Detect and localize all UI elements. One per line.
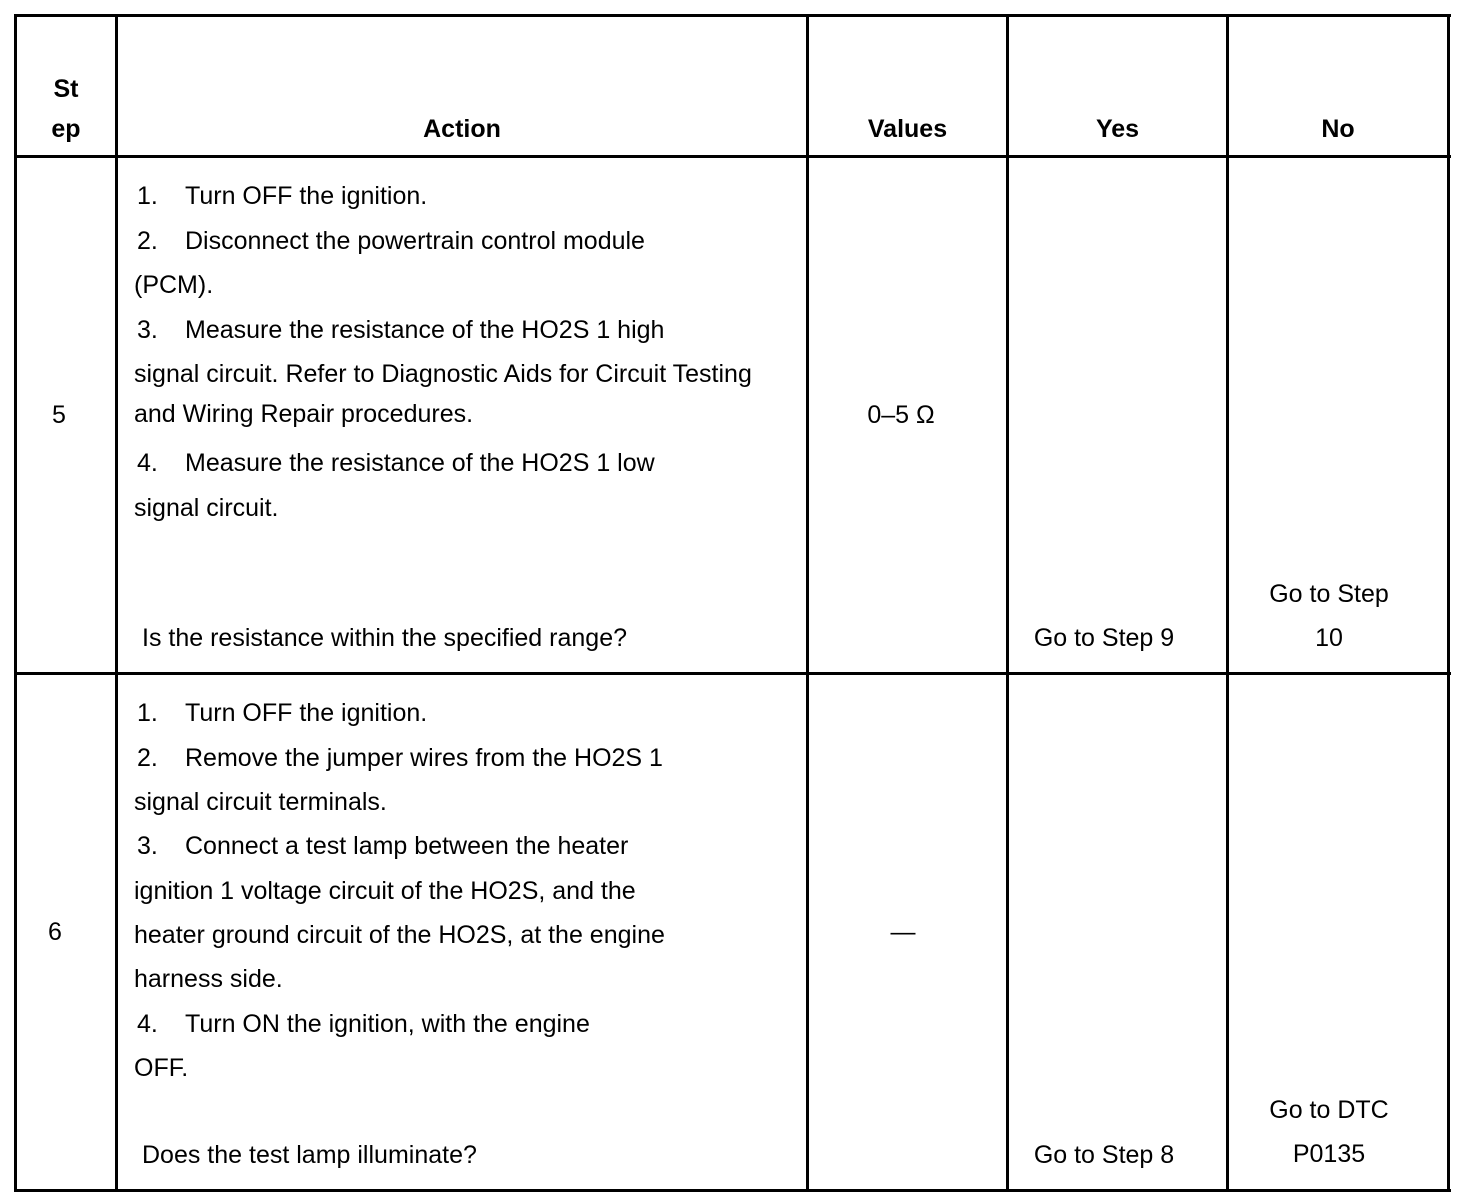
action-item	[137, 315, 664, 345]
action-item-text: Remove the jumper wires from the HO2S 1	[185, 744, 663, 772]
action-item	[137, 448, 655, 478]
table-border-right	[1447, 14, 1450, 1192]
action-item	[137, 698, 427, 728]
header-separator	[14, 155, 1451, 158]
action-item	[137, 1009, 590, 1039]
action-item-text: Disconnect the powertrain control module	[185, 227, 645, 255]
value-cell: —	[890, 918, 916, 946]
action-item-text: Measure the resistance of the HO2S 1 high	[185, 316, 665, 344]
action-item-number: 3.	[137, 316, 158, 344]
action-item	[137, 831, 628, 861]
table-border-left	[14, 14, 17, 1192]
no-result-line-1: Go to Step	[1269, 580, 1389, 608]
value-cell: 0–5 Ω	[867, 401, 935, 429]
column-divider-action	[806, 14, 809, 1192]
action-item	[137, 743, 663, 773]
column-divider-values	[1006, 14, 1009, 1192]
action-question: Does the test lamp illuminate?	[142, 1141, 477, 1169]
action-question: Is the resistance within the specified range?	[142, 624, 627, 652]
action-continuation: harness side.	[134, 965, 283, 993]
action-continuation: OFF.	[134, 1054, 189, 1082]
action-continuation: signal circuit.	[134, 494, 279, 522]
header-values: Values	[867, 115, 948, 143]
action-continuation: and Wiring Repair procedures.	[134, 400, 474, 428]
header-action: Action	[423, 115, 501, 143]
action-item-text: Measure the resistance of the HO2S 1 low	[185, 449, 655, 477]
header-step-line-1: St	[53, 75, 79, 103]
step-number: 6	[48, 918, 62, 946]
action-item-number: 1.	[137, 182, 158, 210]
header-no: No	[1321, 115, 1355, 143]
action-item-text: Turn OFF the ignition.	[185, 699, 428, 727]
header-step	[17, 74, 115, 144]
table-border-top	[14, 14, 1451, 17]
column-divider-step	[115, 14, 118, 1192]
header-yes: Yes	[1095, 115, 1140, 143]
action-item	[137, 181, 427, 211]
action-continuation: ignition 1 voltage circuit of the HO2S, and the	[134, 877, 636, 905]
action-item-number: 3.	[137, 832, 158, 860]
yes-result: Go to Step 8	[1033, 1141, 1175, 1169]
action-item-text: Turn ON the ignition, with the engine	[185, 1010, 590, 1038]
action-item-number: 2.	[137, 744, 158, 772]
no-result	[1229, 579, 1429, 653]
header-step-line-2: ep	[51, 115, 81, 143]
action-item-number: 2.	[137, 227, 158, 255]
action-continuation: signal circuit. Refer to Diagnostic Aids for Circuit Testing	[134, 360, 752, 388]
table-border-bottom	[14, 1189, 1451, 1192]
action-item-text: Connect a test lamp between the heater	[185, 832, 629, 860]
no-result-line-1: Go to DTC	[1269, 1096, 1389, 1124]
action-continuation: heater ground circuit of the HO2S, at the engine	[134, 921, 665, 949]
no-result	[1229, 1095, 1429, 1169]
yes-result: Go to Step 9	[1033, 624, 1175, 652]
action-item-number: 1.	[137, 699, 158, 727]
action-item	[137, 226, 645, 256]
no-result-line-2: 10	[1315, 624, 1343, 652]
action-item-number: 4.	[137, 1010, 158, 1038]
step-number: 5	[52, 401, 66, 429]
action-continuation: (PCM).	[134, 271, 214, 299]
no-result-line-2: P0135	[1292, 1140, 1366, 1168]
action-item-number: 4.	[137, 449, 158, 477]
action-continuation: signal circuit terminals.	[134, 788, 387, 816]
action-item-text: Turn OFF the ignition.	[185, 182, 428, 210]
row-separator	[14, 672, 1451, 675]
